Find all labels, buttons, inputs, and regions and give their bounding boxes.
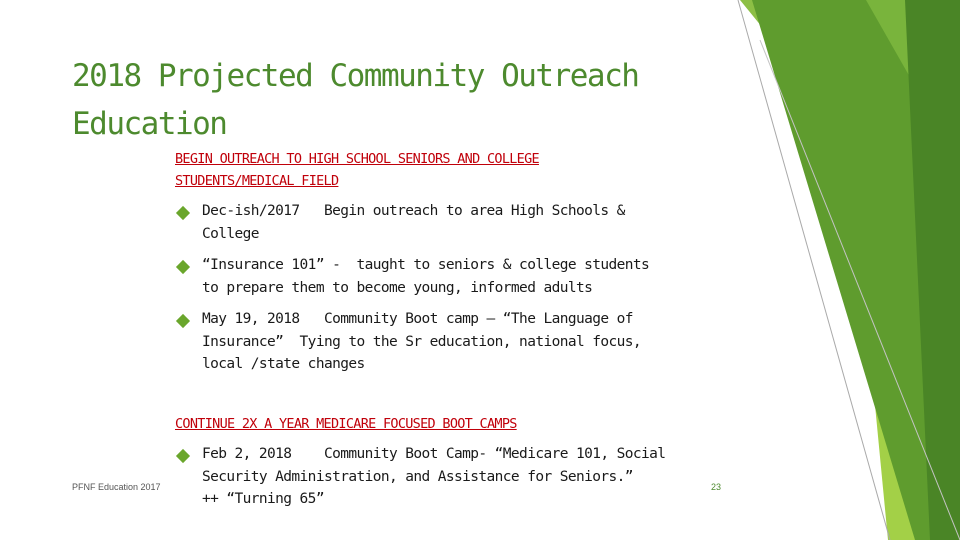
bullet-item: Dec-ish/2017 Begin outreach to area High Schools & College: [202, 203, 625, 242]
section-heading-boot-camps: CONTINUE 2X A YEAR MEDICARE FOCUSED BOOT CAMPS: [175, 416, 517, 432]
slide-title: 2018 Projected Community Outreach Education: [72, 58, 639, 142]
section-heading-outreach: BEGIN OUTREACH TO HIGH SCHOOL SENIORS AND COLLEGE STUDENTS/MEDICAL FIELD: [175, 151, 539, 189]
slide-number: 23: [711, 482, 722, 492]
footer-text: PFNF Education 2017: [72, 482, 161, 492]
bullet-item: May 19, 2018 Community Boot camp – “The Language of Insurance” Tying to the Sr education, national focus, local /state changes: [202, 311, 642, 372]
bullet-item: “Insurance 101” - taught to seniors & college students to prepare them to become young, informed adults: [202, 257, 650, 296]
bullet-item: Feb 2, 2018 Community Boot Camp- “Medicare 101, Social Security Administration, and Assistance for Seniors.” ++ “Turning 65”: [202, 446, 666, 507]
